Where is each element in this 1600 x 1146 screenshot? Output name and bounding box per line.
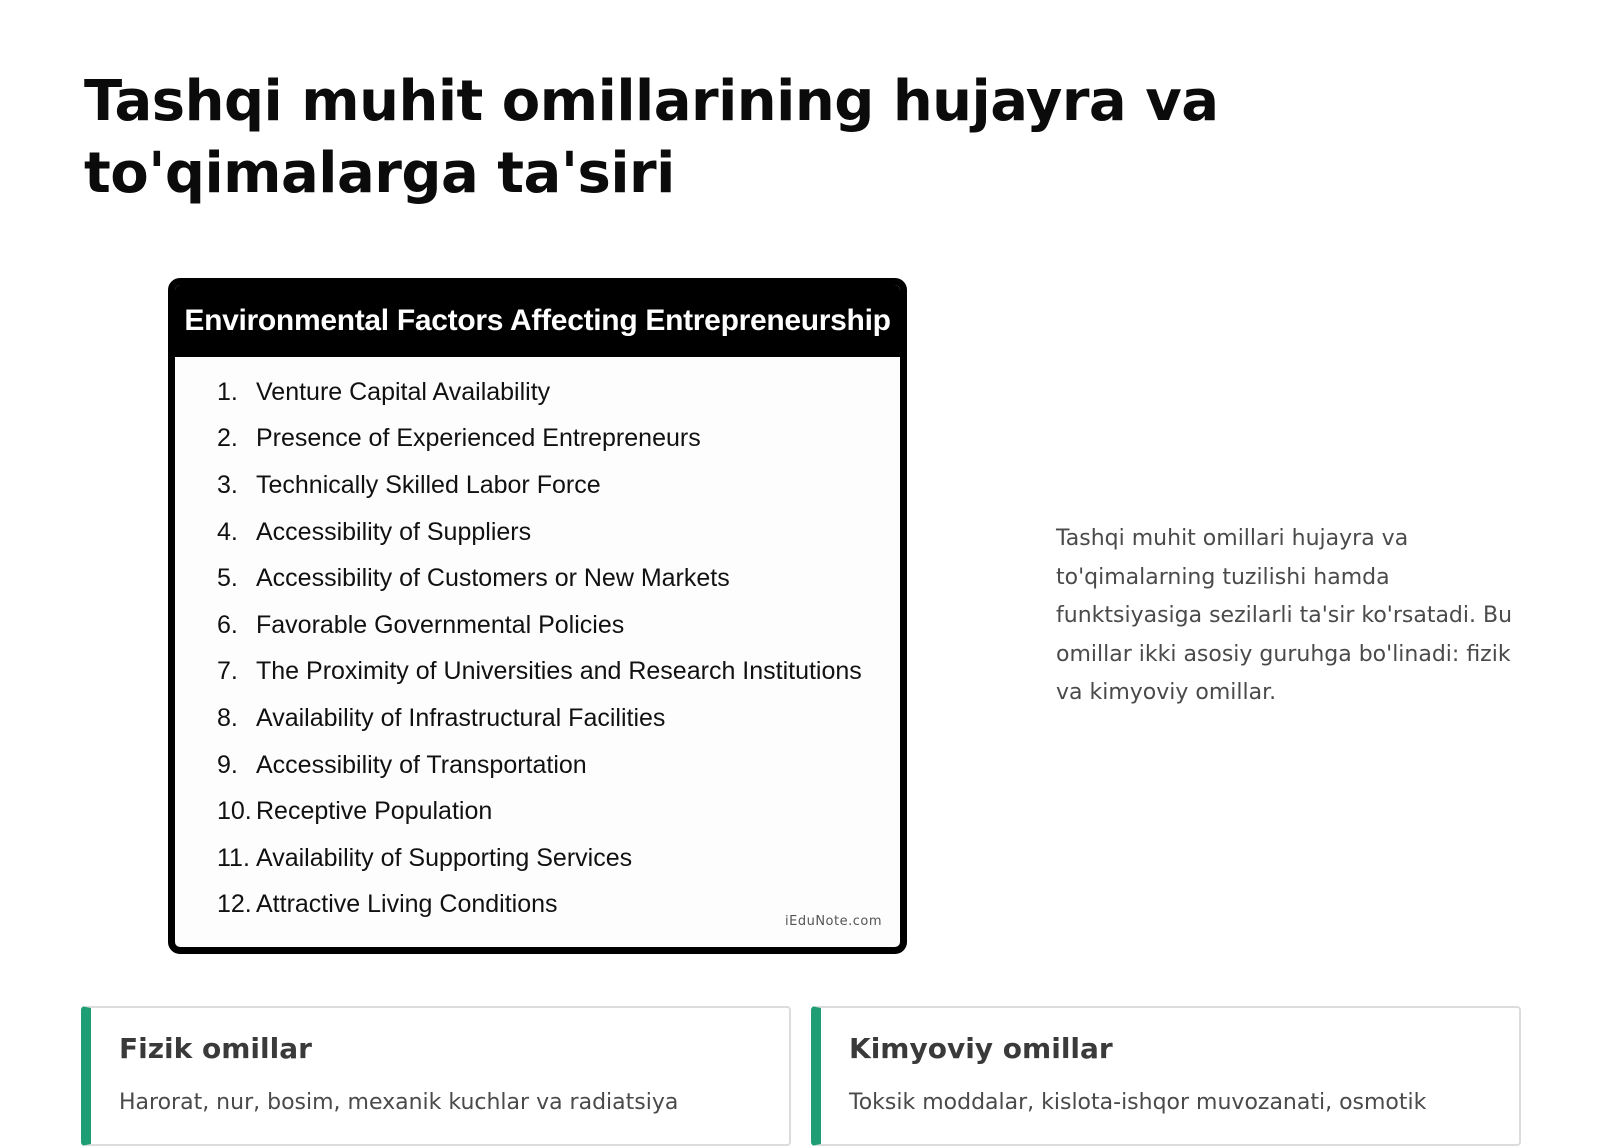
list-item [217, 462, 900, 509]
item-text: Accessibility of Transportation [256, 750, 587, 779]
item-number: 9. [217, 750, 238, 779]
list-item [217, 835, 900, 882]
figure-header [175, 285, 900, 357]
list-item [217, 369, 900, 416]
list-item [217, 649, 900, 696]
item-number: 4. [217, 517, 238, 546]
list-item [217, 416, 900, 463]
figure-title: Environmental Factors Affecting Entrepreneurship [184, 304, 891, 337]
item-text: Receptive Population [256, 797, 493, 826]
physical-factors-card [81, 1006, 791, 1146]
figure-watermark: iEduNote.com [785, 914, 882, 929]
item-text: Venture Capital Availability [256, 377, 551, 406]
item-text: Accessibility of Suppliers [256, 517, 532, 546]
factors-figure [168, 278, 907, 954]
item-text: Technically Skilled Labor Force [256, 470, 601, 499]
item-text: Attractive Living Conditions [256, 890, 558, 919]
list-item [217, 555, 900, 602]
card-text: Harorat, nur, bosim, mexanik kuchlar va radiatsiya [119, 1090, 679, 1115]
item-number: 7. [217, 657, 238, 686]
factor-list [175, 357, 900, 928]
item-number: 10. [217, 797, 252, 826]
item-text: Favorable Governmental Policies [256, 610, 625, 639]
item-text: The Proximity of Universities and Research Institutions [256, 657, 862, 686]
item-text: Presence of Experienced Entrepreneurs [256, 424, 701, 453]
intro-paragraph: Tashqi muhit omillari hujayra va to'qimalarning tuzilishi hamda funktsiyasiga sezilarli ta'sir ko'rsatadi. Bu omillar ikki asosiy guruhga bo'linadi: fizik va kimyoviy omillar. [1056, 526, 1513, 705]
item-number: 6. [217, 610, 238, 639]
page-title: Tashqi muhit omillarining hujayra va to'qimalarga ta'siri [84, 69, 1219, 206]
list-item [217, 742, 900, 789]
list-item [217, 602, 900, 649]
chemical-factors-card [811, 1006, 1521, 1146]
item-number: 11. [217, 843, 250, 872]
list-item [217, 695, 900, 742]
item-number: 2. [217, 424, 238, 453]
item-text: Availability of Supporting Services [256, 843, 633, 872]
card-text: Toksik moddalar, kislota-ishqor muvozanati, osmotik [849, 1090, 1427, 1115]
item-text: Availability of Infrastructural Facilities [256, 703, 666, 732]
list-item [217, 788, 900, 835]
item-number: 1. [217, 377, 238, 406]
card-title: Fizik omillar [119, 1032, 312, 1065]
list-item [217, 509, 900, 556]
item-number: 8. [217, 703, 238, 732]
item-number: 5. [217, 564, 238, 593]
card-title: Kimyoviy omillar [849, 1032, 1113, 1065]
item-number: 3. [217, 470, 238, 499]
item-number: 12. [217, 890, 252, 919]
item-text: Accessibility of Customers or New Markets [256, 564, 730, 593]
